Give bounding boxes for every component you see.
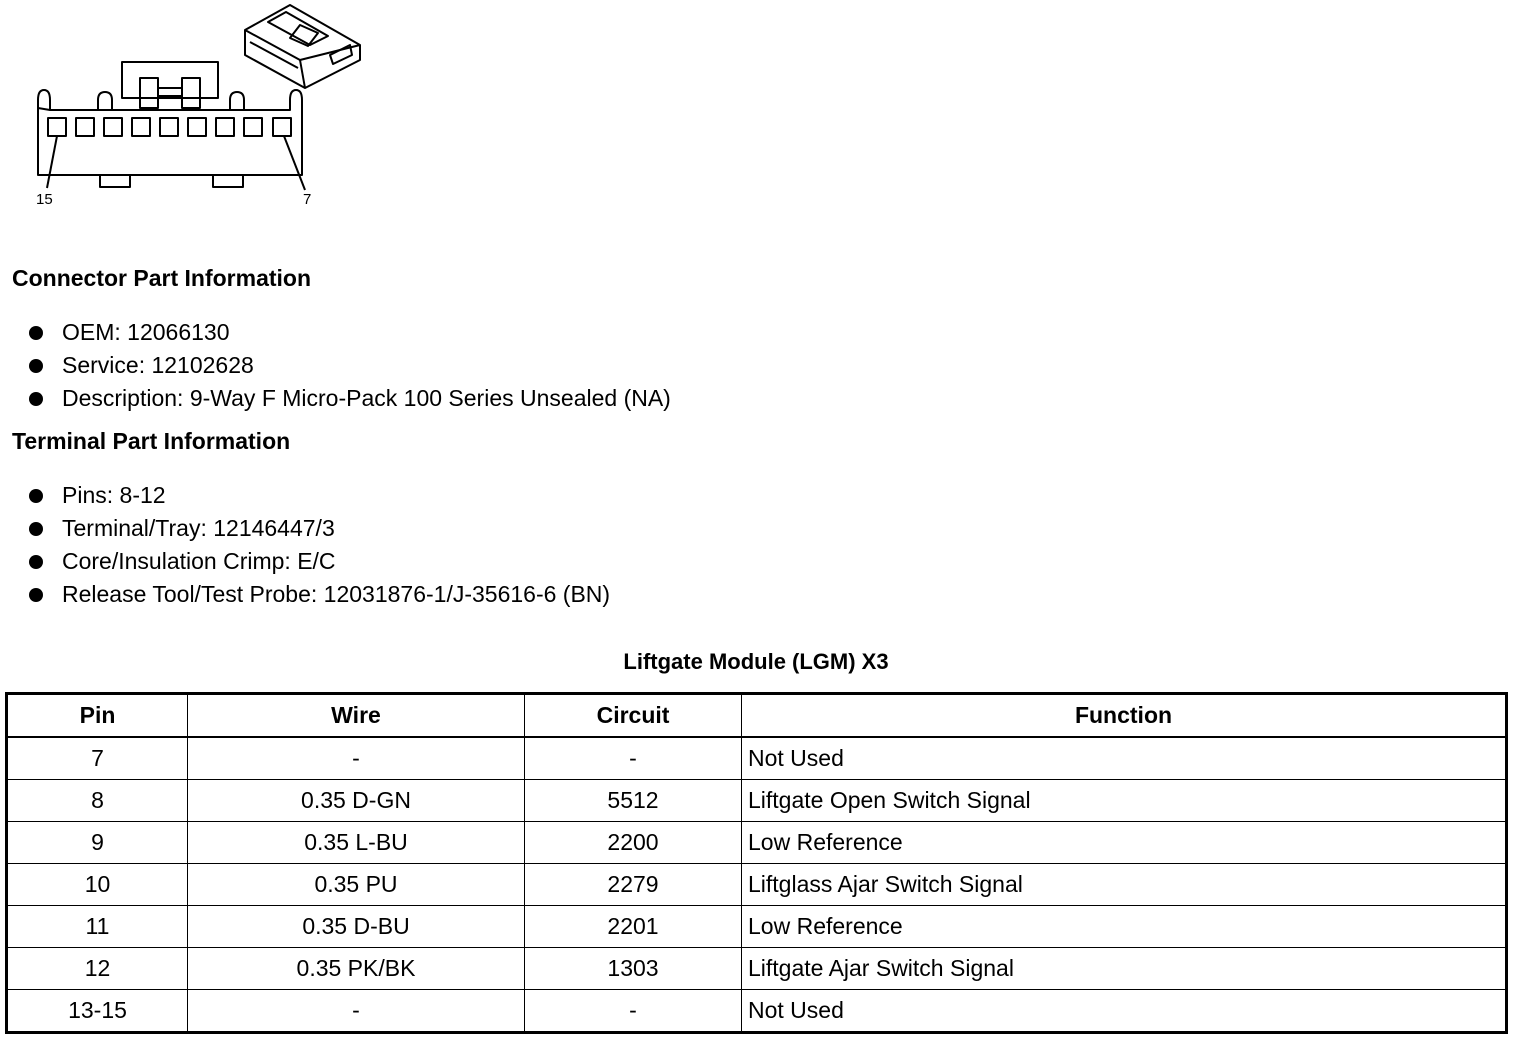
list-item: Release Tool/Test Probe: 12031876-1/J-35616-6 (BN) — [28, 578, 610, 611]
bullet-icon — [29, 555, 43, 569]
list-item: Terminal/Tray: 12146447/3 — [28, 512, 610, 545]
cell-circuit: - — [525, 990, 742, 1033]
table-row — [7, 990, 1507, 1033]
table-row — [7, 780, 1507, 822]
table-row — [7, 948, 1507, 990]
cell-pin: 13-15 — [7, 990, 188, 1033]
list-item: Pins: 8-12 — [28, 479, 610, 512]
header-function: Function — [742, 694, 1507, 738]
cell-function: Low Reference — [742, 822, 1507, 864]
header-pin: Pin — [7, 694, 188, 738]
cell-wire: 0.35 PK/BK — [188, 948, 525, 990]
terminal-section-title: Terminal Part Information — [12, 428, 291, 454]
cell-function: Liftglass Ajar Switch Signal — [742, 864, 1507, 906]
cell-circuit: 5512 — [525, 780, 742, 822]
bullet-icon — [29, 588, 43, 602]
connector-diagram — [0, 0, 380, 215]
pin-label-15: 15 — [36, 191, 53, 208]
cell-pin: 10 — [7, 864, 188, 906]
cell-wire: 0.35 PU — [188, 864, 525, 906]
header-wire: Wire — [188, 694, 525, 738]
table-row — [7, 822, 1507, 864]
cell-circuit: 2201 — [525, 906, 742, 948]
cell-function: Liftgate Ajar Switch Signal — [742, 948, 1507, 990]
list-item: OEM: 12066130 — [28, 316, 671, 349]
bullet-icon — [29, 392, 43, 406]
table-row — [7, 737, 1507, 780]
cell-function: Not Used — [742, 737, 1507, 780]
bullet-icon — [29, 359, 43, 373]
pinout-table — [5, 692, 1508, 1034]
table-header-row — [7, 694, 1507, 738]
cell-wire: 0.35 D-BU — [188, 906, 525, 948]
cell-function: Liftgate Open Switch Signal — [742, 780, 1507, 822]
list-item: Core/Insulation Crimp: E/C — [28, 545, 610, 578]
connector-info-list — [28, 316, 671, 415]
pin-label-7: 7 — [303, 191, 312, 208]
bullet-icon — [29, 326, 43, 340]
cell-function: Low Reference — [742, 906, 1507, 948]
cell-pin: 11 — [7, 906, 188, 948]
cell-pin: 9 — [7, 822, 188, 864]
cell-circuit: - — [525, 737, 742, 780]
header-circuit: Circuit — [525, 694, 742, 738]
cell-circuit: 2279 — [525, 864, 742, 906]
list-item: Service: 12102628 — [28, 349, 671, 382]
terminal-info-list — [28, 479, 610, 611]
cell-function: Not Used — [742, 990, 1507, 1033]
cell-circuit: 1303 — [525, 948, 742, 990]
bullet-icon — [29, 522, 43, 536]
cell-wire: - — [188, 990, 525, 1033]
table-row — [7, 906, 1507, 948]
cell-wire: - — [188, 737, 525, 780]
list-item: Description: 9-Way F Micro-Pack 100 Series Unsealed (NA) — [28, 382, 671, 415]
cell-pin: 8 — [7, 780, 188, 822]
cell-pin: 7 — [7, 737, 188, 780]
bullet-icon — [29, 489, 43, 503]
cell-circuit: 2200 — [525, 822, 742, 864]
table-row — [7, 864, 1507, 906]
table-title: Liftgate Module (LGM) X3 — [623, 649, 889, 674]
connector-section-title: Connector Part Information — [12, 265, 312, 291]
cell-wire: 0.35 D-GN — [188, 780, 525, 822]
cell-wire: 0.35 L-BU — [188, 822, 525, 864]
cell-pin: 12 — [7, 948, 188, 990]
